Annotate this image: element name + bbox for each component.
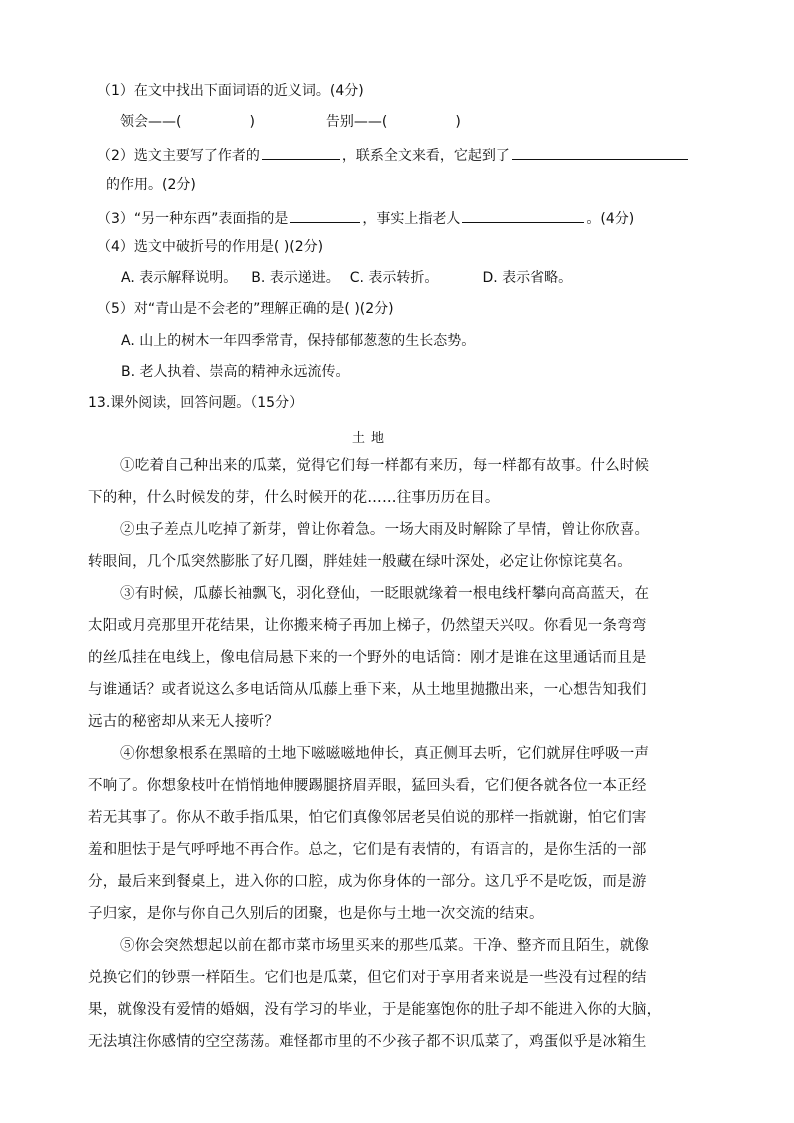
option-c[interactable]: C. 表示转折。 bbox=[349, 270, 439, 286]
question-5-option-b[interactable] bbox=[121, 362, 350, 382]
passage-line: 远古的秘密却从来无人接听？ bbox=[88, 714, 280, 730]
passage-line: ⑤你会突然想起以前在都市菜市场里买来的那些瓜菜。干净、整齐而且陌生，就像 bbox=[120, 938, 650, 954]
question-2-part-2: ，联系全文来看，它起到了 bbox=[341, 148, 510, 164]
option-a-text: A. 山上的树木一年四季常青，保持郁郁葱葱的生长态势。 bbox=[121, 333, 476, 349]
option-d[interactable]: D. 表示省略。 bbox=[482, 270, 573, 286]
passage-line: 的丝瓜挂在电线上，像电信局悬下来的一个野外的电话筒：刚才是谁在这里通话而且是 bbox=[88, 650, 647, 666]
passage-line: 果，就像没有爱情的婚姻，没有学习的毕业，于是能塞饱你的肚子却不能进入你的大脑， bbox=[88, 1002, 662, 1018]
passage-line: 羞和胆怯于是气呼呼地不再合作。总之，它们是有表情的，有语言的，是你生活的一部 bbox=[88, 842, 647, 858]
passage-line: 无法填注你感情的空空荡荡。难怪都市里的不少孩子都不识瓜菜了，鸡蛋似乎是冰箱生 bbox=[88, 1034, 647, 1050]
question-2-part-3: 的作用。(2分) bbox=[106, 177, 196, 193]
passage-line: ④你想象根系在黑暗的土地下嗞嗞嗞地伸长，真正侧耳去听，它们就屏住呼吸一声 bbox=[120, 746, 650, 762]
option-a[interactable]: A. 表示解释说明。 bbox=[121, 270, 238, 286]
paren-close: ) bbox=[249, 114, 255, 130]
option-b[interactable]: B. 表示递进。 bbox=[251, 270, 340, 286]
passage-line: 与谁通话？或者说这么多电话筒从瓜藤上垂下来，从土地里抛撒出来，一心想告知我们 bbox=[88, 682, 647, 698]
question-13-text: 13.课外阅读，回答问题。（15分） bbox=[88, 395, 304, 411]
answer-blank[interactable] bbox=[290, 206, 360, 223]
question-5-text: （5）对“青山是不会老的”理解正确的是( )(2分) bbox=[97, 301, 394, 317]
passage-line: ②虫子差点儿吃掉了新芽，曾让你着急。一场大雨及时解除了旱情，曾让你欣喜。 bbox=[120, 522, 650, 538]
question-13-header bbox=[88, 393, 303, 413]
question-4 bbox=[97, 237, 323, 257]
passage-line: 不响了。你想象枝叶在悄悄地伸腰踢腿挤眉弄眼，猛回头看，它们便各就各位一本正经 bbox=[88, 778, 647, 794]
question-3 bbox=[97, 206, 634, 229]
passage-line: 分，最后来到餐桌上，进入你的口腔，成为你身体的一部分。这几乎不是吃饭，而是游 bbox=[88, 874, 647, 890]
question-2-part-1: （2）选文主要写了作者的 bbox=[97, 148, 260, 164]
passage-line: 下的种，什么时候发的芽，什么时候开的花……往事历历在目。 bbox=[88, 490, 500, 506]
answer-blank[interactable] bbox=[462, 206, 584, 223]
question-5-option-a[interactable] bbox=[121, 331, 475, 351]
passage-line: ①吃着自己种出来的瓜菜，觉得它们每一样都有来历，每一样都有故事。什么时候 bbox=[120, 458, 650, 474]
question-1 bbox=[97, 81, 364, 101]
question-4-text: （4）选文中破折号的作用是( )(2分) bbox=[97, 239, 324, 255]
question-1-item-2: 告别——( bbox=[325, 114, 388, 130]
question-4-options bbox=[121, 268, 572, 288]
passage-title: 土地 bbox=[352, 431, 391, 446]
passage-line: 转眼间，几个瓜突然膨胀了好几圈，胖娃娃一般藏在绿叶深处，必定让你惊诧莫名。 bbox=[88, 554, 632, 570]
passage-line: 若无其事了。你从不敢手指瓜果，怕它们真像邻居老吴伯说的那样一指就谢，怕它们害 bbox=[88, 810, 647, 826]
passage-line: 兑换它们的钞票一样陌生。它们也是瓜菜，但它们对于享用者来说是一些没有过程的结 bbox=[88, 970, 647, 986]
answer-blank[interactable] bbox=[512, 143, 688, 160]
question-2-continued bbox=[106, 175, 196, 195]
question-3-part-3: 。(4分) bbox=[586, 211, 635, 227]
question-2 bbox=[97, 143, 690, 166]
option-b-text: B. 老人执着、崇高的精神永远流传。 bbox=[121, 364, 350, 380]
question-3-part-2: ，事实上指老人 bbox=[362, 211, 461, 227]
answer-blank[interactable] bbox=[262, 143, 340, 160]
question-3-part-1: （3）“另一种东西”表面指的是 bbox=[97, 211, 289, 227]
passage-line: 太阳或月亮那里开花结果，让你搬来椅子再加上梯子，仍然望天兴叹。你看见一条弯弯 bbox=[88, 618, 647, 634]
question-5 bbox=[97, 299, 394, 319]
passage-line: 子归家，是你与你自己久别后的团聚，也是你与土地一次交流的结束。 bbox=[88, 906, 544, 922]
question-1-text: （1）在文中找出下面词语的近义词。(4分) bbox=[97, 83, 364, 99]
question-1-items bbox=[120, 112, 461, 132]
passage-line: ③有时候，瓜藤长袖飘飞，羽化登仙，一眨眼就缘着一根电线杆攀向高高蓝天，在 bbox=[120, 586, 650, 602]
paren-close: ) bbox=[455, 114, 461, 130]
question-1-item-1: 领会——( bbox=[120, 114, 182, 130]
